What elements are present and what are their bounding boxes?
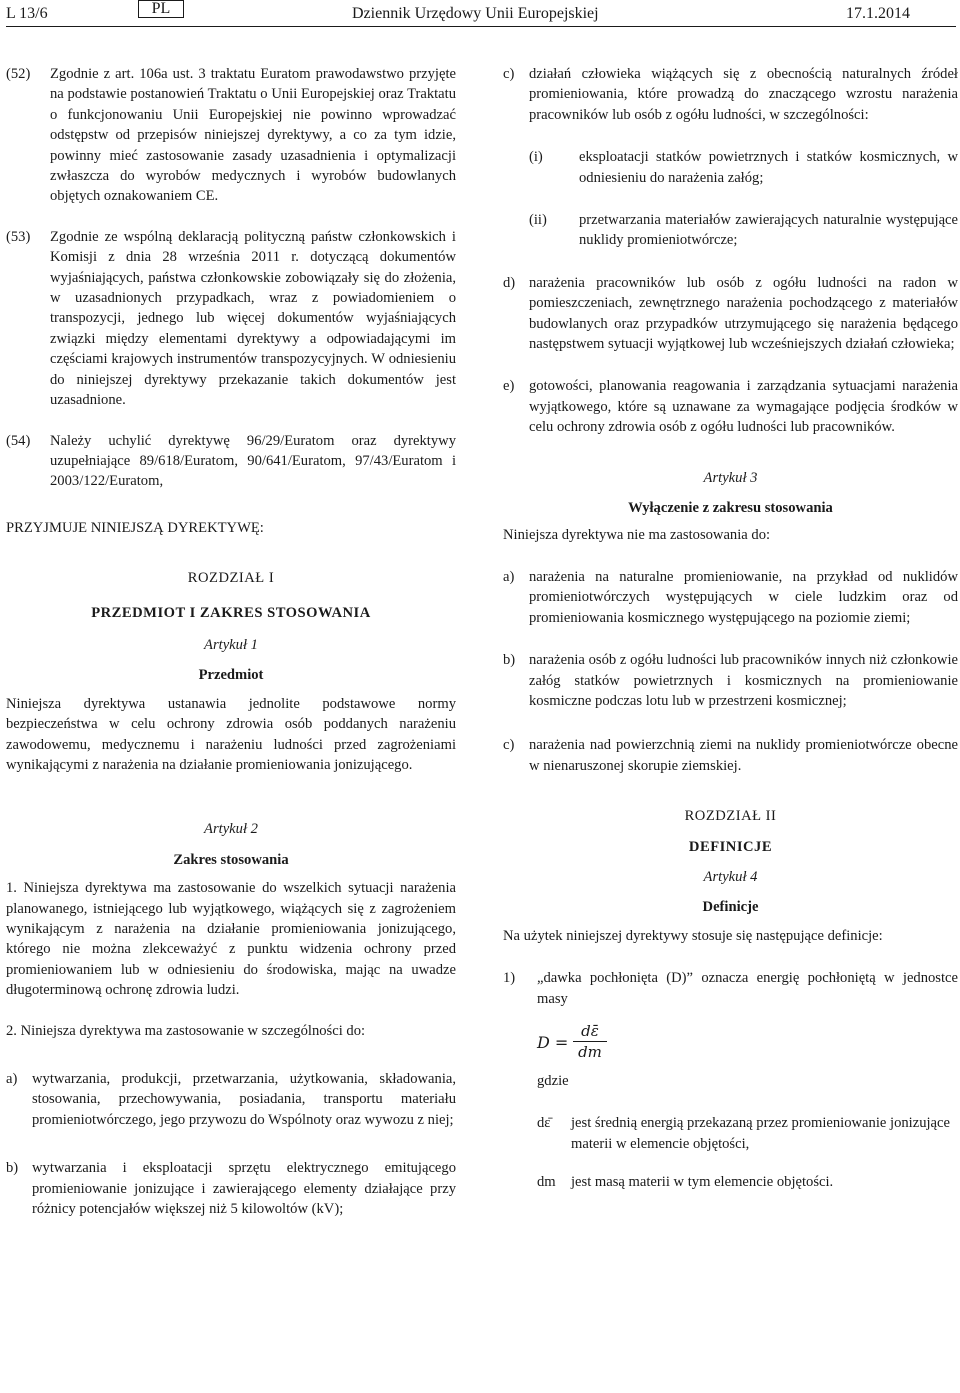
- article-2-paragraph-1: 1. Niniejsza dyrektywa ma zastosowanie do wszelkich sytuacji narażenia planowanego, istniejącego lub wyjątkowego, wiążących się z zagrożeniem wynikającym z narażenia na działanie promieniowania jonizującego, którego nie można zlekceważyć z punktu widzenia ochrony przed promieniowaniem lub w odniesieniu do środowiska, mając na uwadze długoterminową ochronę zdrowia ludzi.: [6, 880, 456, 999]
- recital-53: [6, 227, 456, 411]
- definition-number: 1): [503, 970, 516, 987]
- chapter-heading: ROZDZIAŁ I: [187, 570, 275, 587]
- page-header: [0, 0, 960, 28]
- point-letter: d): [503, 274, 516, 291]
- point-c-i: [529, 147, 958, 188]
- article-title: Przedmiot: [198, 667, 264, 684]
- recital-text: Zgodnie z art. 106a ust. 3 traktatu Euratom prawodawstwo przyjęte na podstawie postanowień Traktatu o Unii Europejskiej oraz Traktatu o funkcjonowaniu Unii Europejskiej nie powinno wprowadzać odstępstw od przepisów niniejszej dyrektywy, a co za tym idzie, powinny mieć zastosowanie zasady uzasadnienia i optymalizacji zwłaszcza do wyrobów medycznych i wyrobów budowlanych objętych oznakowaniem CE.: [50, 66, 456, 205]
- definition-text: „dawka pochłonięta (D)” oznacza energię pochłoniętą w jednostce masy: [537, 970, 958, 1007]
- point-text: narażenia na naturalne promieniowanie, na przykład od nuklidów promieniotwórczych występujących w ciele ludzkim oraz od promieniowania kosmicznego występującego na poziomie ziemi;: [529, 568, 958, 626]
- definition-1: [503, 968, 958, 1009]
- recital-number: (53): [6, 228, 31, 245]
- point-letter: b): [6, 1160, 19, 1177]
- article-title: Wyłączenie z zakresu stosowania: [628, 500, 833, 517]
- point-text: gotowości, planowania reagowania i zarządzania sytuacjami narażenia wyjątkowego, które są uznawane za wymagające podjęcia środków w celu ochrony zdrowia osób z ogółu ludności lub pracowników.: [529, 378, 958, 436]
- point-c-ii: [529, 210, 958, 251]
- term-symbol: dm: [537, 1174, 556, 1191]
- point-letter: a): [6, 1071, 18, 1088]
- term-definition: [503, 1113, 958, 1154]
- article-title: Zakres stosowania: [173, 851, 289, 868]
- term-symbol: dε̄: [537, 1115, 551, 1132]
- subpoint-number: (i): [529, 149, 543, 166]
- point-e: [503, 376, 958, 437]
- formula-fraction: [573, 1021, 607, 1062]
- term-definition: [503, 1172, 958, 1192]
- formula-lhs: D =: [537, 1033, 569, 1052]
- point-letter: a): [503, 568, 515, 585]
- recital-number: (54): [6, 432, 31, 449]
- point-d: [503, 273, 958, 355]
- recital-number: (52): [6, 66, 31, 82]
- point-text: wytwarzania, produkcji, przetwarzania, użytkowania, składowania, stosowania, przechowywania, posiadania, transportu materiału promieniotwórczego, jego przywozu do Wspólnoty oraz wywozu z niej;: [32, 1071, 456, 1128]
- subpoint-number: (ii): [529, 212, 547, 229]
- point-text: działań człowieka wiążących się z obecnością naturalnych źródeł promieniowania, które prowadzą do znaczącego wzrostu narażenia pracowników lub osób z ogółu ludności, w szczególności:: [529, 66, 958, 123]
- point-letter: b): [503, 652, 516, 669]
- point-text: narażenia nad powierzchnią ziemi na nuklidy promieniotwórcze obecne w nienaruszonej skorupie ziemskiej.: [529, 737, 958, 774]
- adoption-formula: PRZYJMUJE NINIEJSZĄ DYREKTYWĘ:: [6, 519, 264, 536]
- article-4-intro: Na użytek niniejszej dyrektywy stosuje się następujące definicje:: [503, 927, 883, 944]
- formula-denominator: dm: [573, 1041, 607, 1062]
- article-2-paragraph-2: 2. Niniejsza dyrektywa ma zastosowanie w szczególności do:: [6, 1022, 366, 1039]
- recital-52: [6, 64, 456, 207]
- header-rule: [6, 26, 956, 27]
- article-title: Definicje: [702, 899, 759, 916]
- article-heading: Artykuł 4: [703, 868, 758, 885]
- point-text: narażenia pracowników lub osób z ogółu ludności na radon w pomieszczeniach, zewnętrznego narażenia pochodzącego z materiałów budowlanych oraz przypadków utrzymującego się narażenia będącego następstwem sytuacji wyjątkowej lub wcześniejszych działań człowieka;: [529, 274, 958, 353]
- exclusion-c: [503, 735, 958, 776]
- article-3-intro: Niniejsza dyrektywa nie ma zastosowania do:: [503, 526, 771, 543]
- article-heading: Artykuł 2: [204, 821, 258, 838]
- right-column: [503, 64, 958, 1193]
- exclusion-a: [503, 567, 958, 628]
- point-text: narażenia osób z ogółu ludności lub pracowników innych niż członkowie załóg statków powietrznych i kosmicznych na promieniowanie kosmiczne podczas lotu lub w przestrzeni kosmicznej;: [529, 652, 958, 709]
- where-label: gdzie: [537, 1073, 569, 1089]
- chapter-title: PRZEDMIOT I ZAKRES STOSOWANIA: [91, 604, 371, 621]
- point-letter: c): [503, 737, 515, 754]
- recital-text: Należy uchylić dyrektywę 96/29/Euratom oraz dyrektywy uzupełniające 89/618/Euratom, 90/641/Euratom, 97/43/Euratom i 2003/122/Euratom,: [50, 432, 456, 490]
- publication-date: 17.1.2014: [846, 5, 910, 22]
- absorbed-dose-formula: [537, 1021, 958, 1067]
- left-column: [6, 64, 456, 1219]
- term-text: jest masą materii w tym elemencie objętości.: [571, 1174, 834, 1191]
- point-letter: e): [503, 378, 515, 395]
- recital-54: [6, 431, 456, 492]
- point-b: [6, 1158, 456, 1219]
- point-c: [503, 64, 958, 125]
- article-heading: Artykuł 3: [703, 469, 758, 486]
- chapter-title: DEFINICJE: [688, 838, 773, 855]
- point-a: [6, 1069, 456, 1130]
- journal-title: Dziennik Urzędowy Unii Europejskiej: [352, 5, 599, 22]
- point-text: wytwarzania i eksploatacji sprzętu elektrycznego emitującego promieniowanie jonizujące i zawierającego elementy działające przy różnicy potencjałów większej niż 5 kilowoltów (kV);: [32, 1160, 456, 1218]
- subpoint-text: przetwarzania materiałów zawierających naturalnie występujące nuklidy promieniotwórcze;: [579, 212, 958, 249]
- chapter-heading: ROZDZIAŁ II: [684, 808, 777, 825]
- language-badge: PL: [138, 0, 184, 18]
- article-heading: Artykuł 1: [204, 636, 258, 653]
- subpoint-text: eksploatacji statków powietrznych i statków kosmicznych, w odniesieniu do narażenia załóg;: [579, 149, 958, 186]
- recital-text: Zgodnie ze wspólną deklaracją polityczną państw członkowskich i Komisji z dnia 28 września 2011 r. dotyczącą dokumentów wyjaśniających, państwa członkowskie zobowiązały się do złożenia, w uzasadnionych przypadkach, wraz z powiadomieniem o transpozycji, jednego lub więcej dokumentów wyjaśniających związki między elementami dyrektywy a odpowiadającymi im częściami krajowych instrumentów transpozycyjnych. W odniesieniu do niniejszej dyrektywy przekazanie takich dokumentów jest uzasadnione.: [50, 228, 456, 409]
- article-1-text: Niniejsza dyrektywa ustanawia jednolite podstawowe normy bezpieczeństwa w celu ochrony zdrowia osób poddanych narażeniu zawodowemu, medycznemu i narażeniu ludności przed zagrożeniami wynikającymi z narażenia na działanie promieniowania jonizującego.: [6, 695, 456, 773]
- term-text: jest średnią energią przekazaną przez promieniowanie jonizujące materii w elemencie objętości,: [571, 1115, 950, 1152]
- exclusion-b: [503, 650, 958, 711]
- point-letter: c): [503, 66, 515, 82]
- formula-numerator: dε̄: [581, 1022, 599, 1040]
- page-number: L 13/6: [6, 5, 48, 22]
